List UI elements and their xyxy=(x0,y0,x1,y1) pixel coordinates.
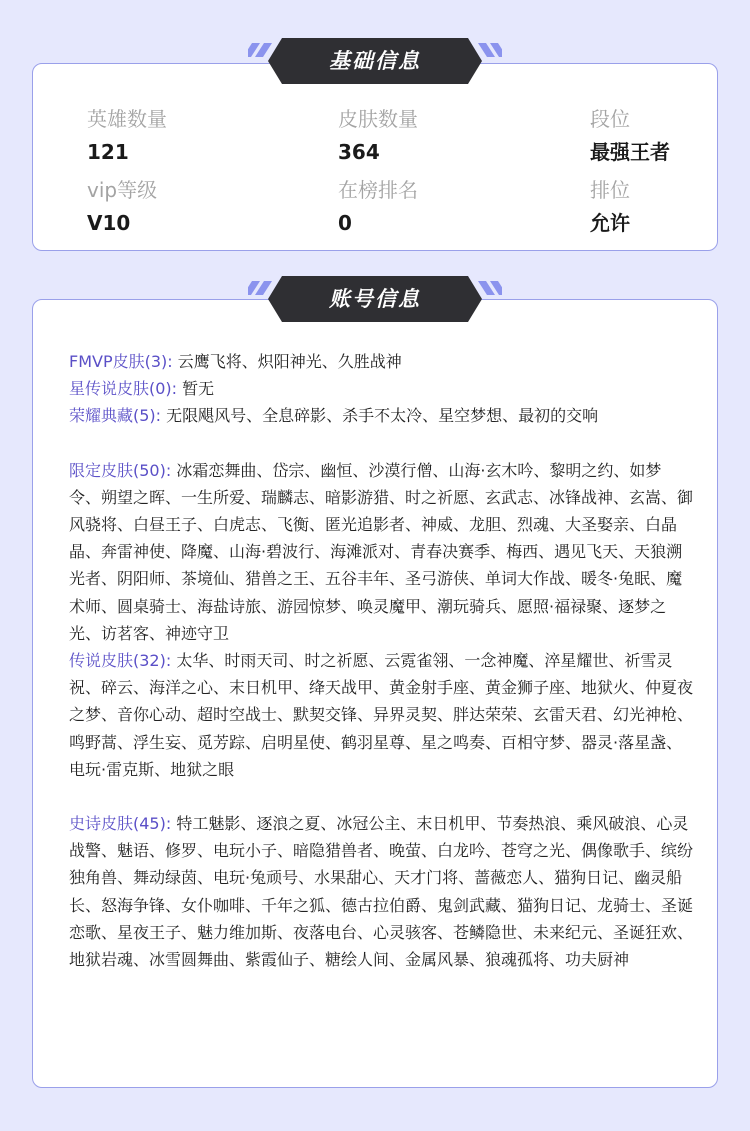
section-title: 基础信息 xyxy=(329,49,421,73)
basic-info-card xyxy=(32,63,718,251)
spacer xyxy=(69,430,693,457)
stat-value: V10 xyxy=(87,211,131,235)
legend-skins-key: 传说皮肤(32): xyxy=(69,651,172,671)
stat-value: 0 xyxy=(338,211,352,235)
spacer xyxy=(69,783,693,810)
limited-skins-key: 限定皮肤(50): xyxy=(69,460,172,480)
stat-hero-count xyxy=(87,106,167,165)
stat-skin-count xyxy=(338,106,418,165)
account-info-card xyxy=(32,299,718,1088)
stat-value: 允许 xyxy=(590,211,630,235)
stat-label: 英雄数量 xyxy=(87,107,167,131)
stat-value: 364 xyxy=(338,140,380,164)
star-legend-skins-list: 暂无 xyxy=(182,379,215,399)
stat-label: 在榜排名 xyxy=(338,178,418,202)
epic-skins-list: 特工魅影、逐浪之夏、冰冠公主、末日机甲、节奏热浪、乘风破浪、心灵战警、魅语、修罗、电玩小子、暗隐猎兽者、晚萤、白龙吟、苍穹之光、偶像歌手、缤纷独角兽、舞动绿茵、电玩·兔顽号、水果甜心、天才门将、蔷薇恋人、猫狗日记、幽灵船长、怒海争锋、女仆咖啡、千年之狐、德古拉伯爵、鬼剑武藏、猫狗日记、龙骑士、圣诞恋歌、星夜王子、魅力维加斯、夜落电台、心灵骇客、苍鳞隐世、未来纪元、圣诞狂欢、地狱岩魂、冰雪圆舞曲、紫霞仙子、糖绘人间、金属风暴、狼魂孤将、功夫厨神 xyxy=(69,814,694,970)
stat-label: 排位 xyxy=(590,178,630,202)
stat-ranked-allowed xyxy=(590,177,630,236)
stat-leaderboard-rank xyxy=(338,177,418,236)
stat-label: 段位 xyxy=(590,107,630,131)
fmvp-skins-list: 云鹰飞将、炽阳神光、久胜战神 xyxy=(177,352,402,371)
stat-vip-level xyxy=(87,177,157,236)
account-info-banner xyxy=(248,276,502,322)
legend-skins-row xyxy=(69,647,693,783)
basic-info-banner xyxy=(248,38,502,84)
epic-skins-key: 史诗皮肤(45): xyxy=(69,814,172,834)
honor-collection-list: 无限飓风号、全息碎影、杀手不太冷、星空梦想、最初的交响 xyxy=(166,406,599,426)
legend-skins-list: 太华、时雨天司、时之祈愿、云霓雀翎、一念神魔、淬星耀世、祈雪灵祝、碎云、海洋之心、末日机甲、绛天战甲、黄金射手座、黄金狮子座、地狱火、仲夏夜之梦、音你心动、超时空战士、默契交锋、异界灵契、胖达荣荣、玄雷天君、幻光神枪、鸣野蒿、浮生妄、觅芳踪、启明星使、鹤羽星尊、星之鸣奏、百相守梦、器灵·落星盏、电玩·雷克斯、地狱之眼 xyxy=(69,651,694,779)
stat-value: 最强王者 xyxy=(590,140,670,164)
epic-skins-row xyxy=(69,810,693,973)
stat-value: 121 xyxy=(87,140,129,164)
honor-collection-key: 荣耀典藏(5): xyxy=(69,406,162,426)
limited-skins-list: 冰霜恋舞曲、岱宗、幽恒、沙漠行僧、山海·玄木吟、黎明之约、如梦令、朔望之晖、一生所爱、瑞麟志、暗影游猎、时之祈愿、玄武志、冰锋战神、玄嵩、御风骁将、白昼王子、白虎志、飞衡、匿光追影者、神威、龙胆、烈魂、大圣娶亲、白晶晶、奔雷神使、降魔、山海·碧波行、海滩派对、青春决赛季、梅西、遇见飞天、天狼溯光者、阴阳师、茶境仙、猎兽之王、五谷丰年、圣弓游侠、单词大作战、暖冬·兔眠、魔术师、圆桌骑士、海盐诗旅、游园惊梦、唤灵魔甲、潮玩骑兵、愿照·福禄聚、逐梦之光、访茗客、神迹守卫 xyxy=(69,460,694,643)
stat-label: vip等级 xyxy=(87,178,158,202)
limited-skins-row xyxy=(69,457,693,647)
stat-rank-tier xyxy=(590,106,670,165)
star-legend-skins-row xyxy=(69,375,693,402)
stat-label: 皮肤数量 xyxy=(338,107,418,131)
star-legend-skins-key: 星传说皮肤(0): xyxy=(69,379,178,399)
section-title: 账号信息 xyxy=(329,287,421,311)
honor-collection-row xyxy=(69,402,693,429)
fmvp-skins-row xyxy=(69,348,693,375)
fmvp-skins-key: FMVP皮肤(3): xyxy=(69,352,173,371)
account-info-body xyxy=(69,348,693,973)
